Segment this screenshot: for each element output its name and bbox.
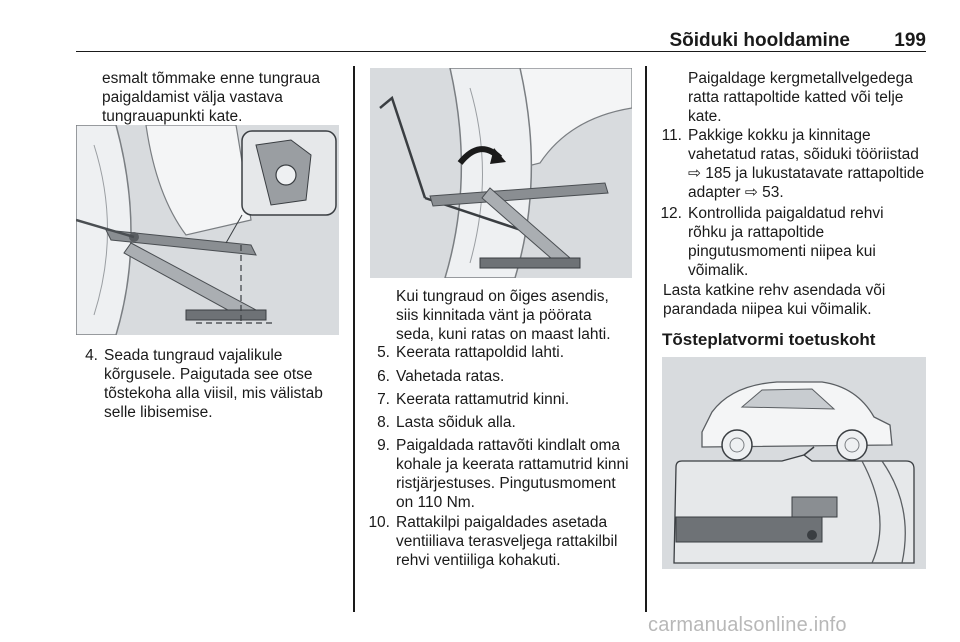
col3-intro: Paigaldage kergmetallvelgedega ratta rattapoltide katted või telje kate. (688, 70, 913, 125)
page-title: Sõiduki hooldamine (669, 30, 850, 51)
page-number: 199 (894, 30, 926, 51)
step-7: 7. Keerata rattamutrid kinni. (377, 391, 570, 408)
jack-placement-illustration (76, 125, 339, 335)
col1-intro: esmalt tõmmake enne tungraua paigaldamist välja vastava tungrauapunkti kate. (102, 70, 320, 125)
lift-point-figure (662, 357, 926, 569)
step-4: 4. Seada tungraud vajalikule kõrgusele. Paigutada see otse tõstekoha alla viisil, mis välistab selle libisemise. (85, 347, 323, 421)
step-11: 11. Pakkige kokku ja kinnitage vahetatud ratas, sõiduki tööriistad ⇨ 185 ja lukustatavate rattapoltide adapter ⇨ 53. (661, 127, 925, 201)
step-6: 6. Vahetada ratas. (377, 368, 505, 385)
crank-illustration (370, 68, 632, 278)
crank-caption: Kui tungraud on õiges asendis, siis kinnitada vänt ja pöörata seda, kuni ratas on maast lahti. (396, 288, 611, 343)
step-9: 9. Paigaldada rattavõti kindlalt oma kohale ja keerata rattamutrid kinni ristjärjestuses. Pingutusmoment on 110 Nm. (377, 437, 629, 511)
column-divider-2 (645, 66, 647, 612)
page-header (76, 30, 926, 52)
step-10: 10. Rattakilpi paigaldades asetada ventiiliava terasveljega rattakilbil rehvi ventiiliga kohakuti. (368, 514, 618, 569)
step-5: 5. Keerata rattapoldid lahti. (377, 344, 565, 361)
crank-figure (370, 68, 632, 278)
step-12: 12. Kontrollida paigaldatud rehvi rõhku ja rattapoltide pingutusmomenti niipea kui võimalik. (660, 205, 884, 279)
col3-note: Lasta katkine rehv asendada või parandada niipea kui võimalik. (663, 282, 886, 318)
column-divider-1 (353, 66, 355, 612)
section-heading: Tõsteplatvormi toetuskoht (662, 330, 876, 349)
watermark: carmanualsonline.info (648, 614, 847, 636)
jack-placement-figure (76, 125, 339, 335)
step-8: 8. Lasta sõiduk alla. (377, 414, 516, 431)
lift-point-illustration (662, 357, 926, 569)
